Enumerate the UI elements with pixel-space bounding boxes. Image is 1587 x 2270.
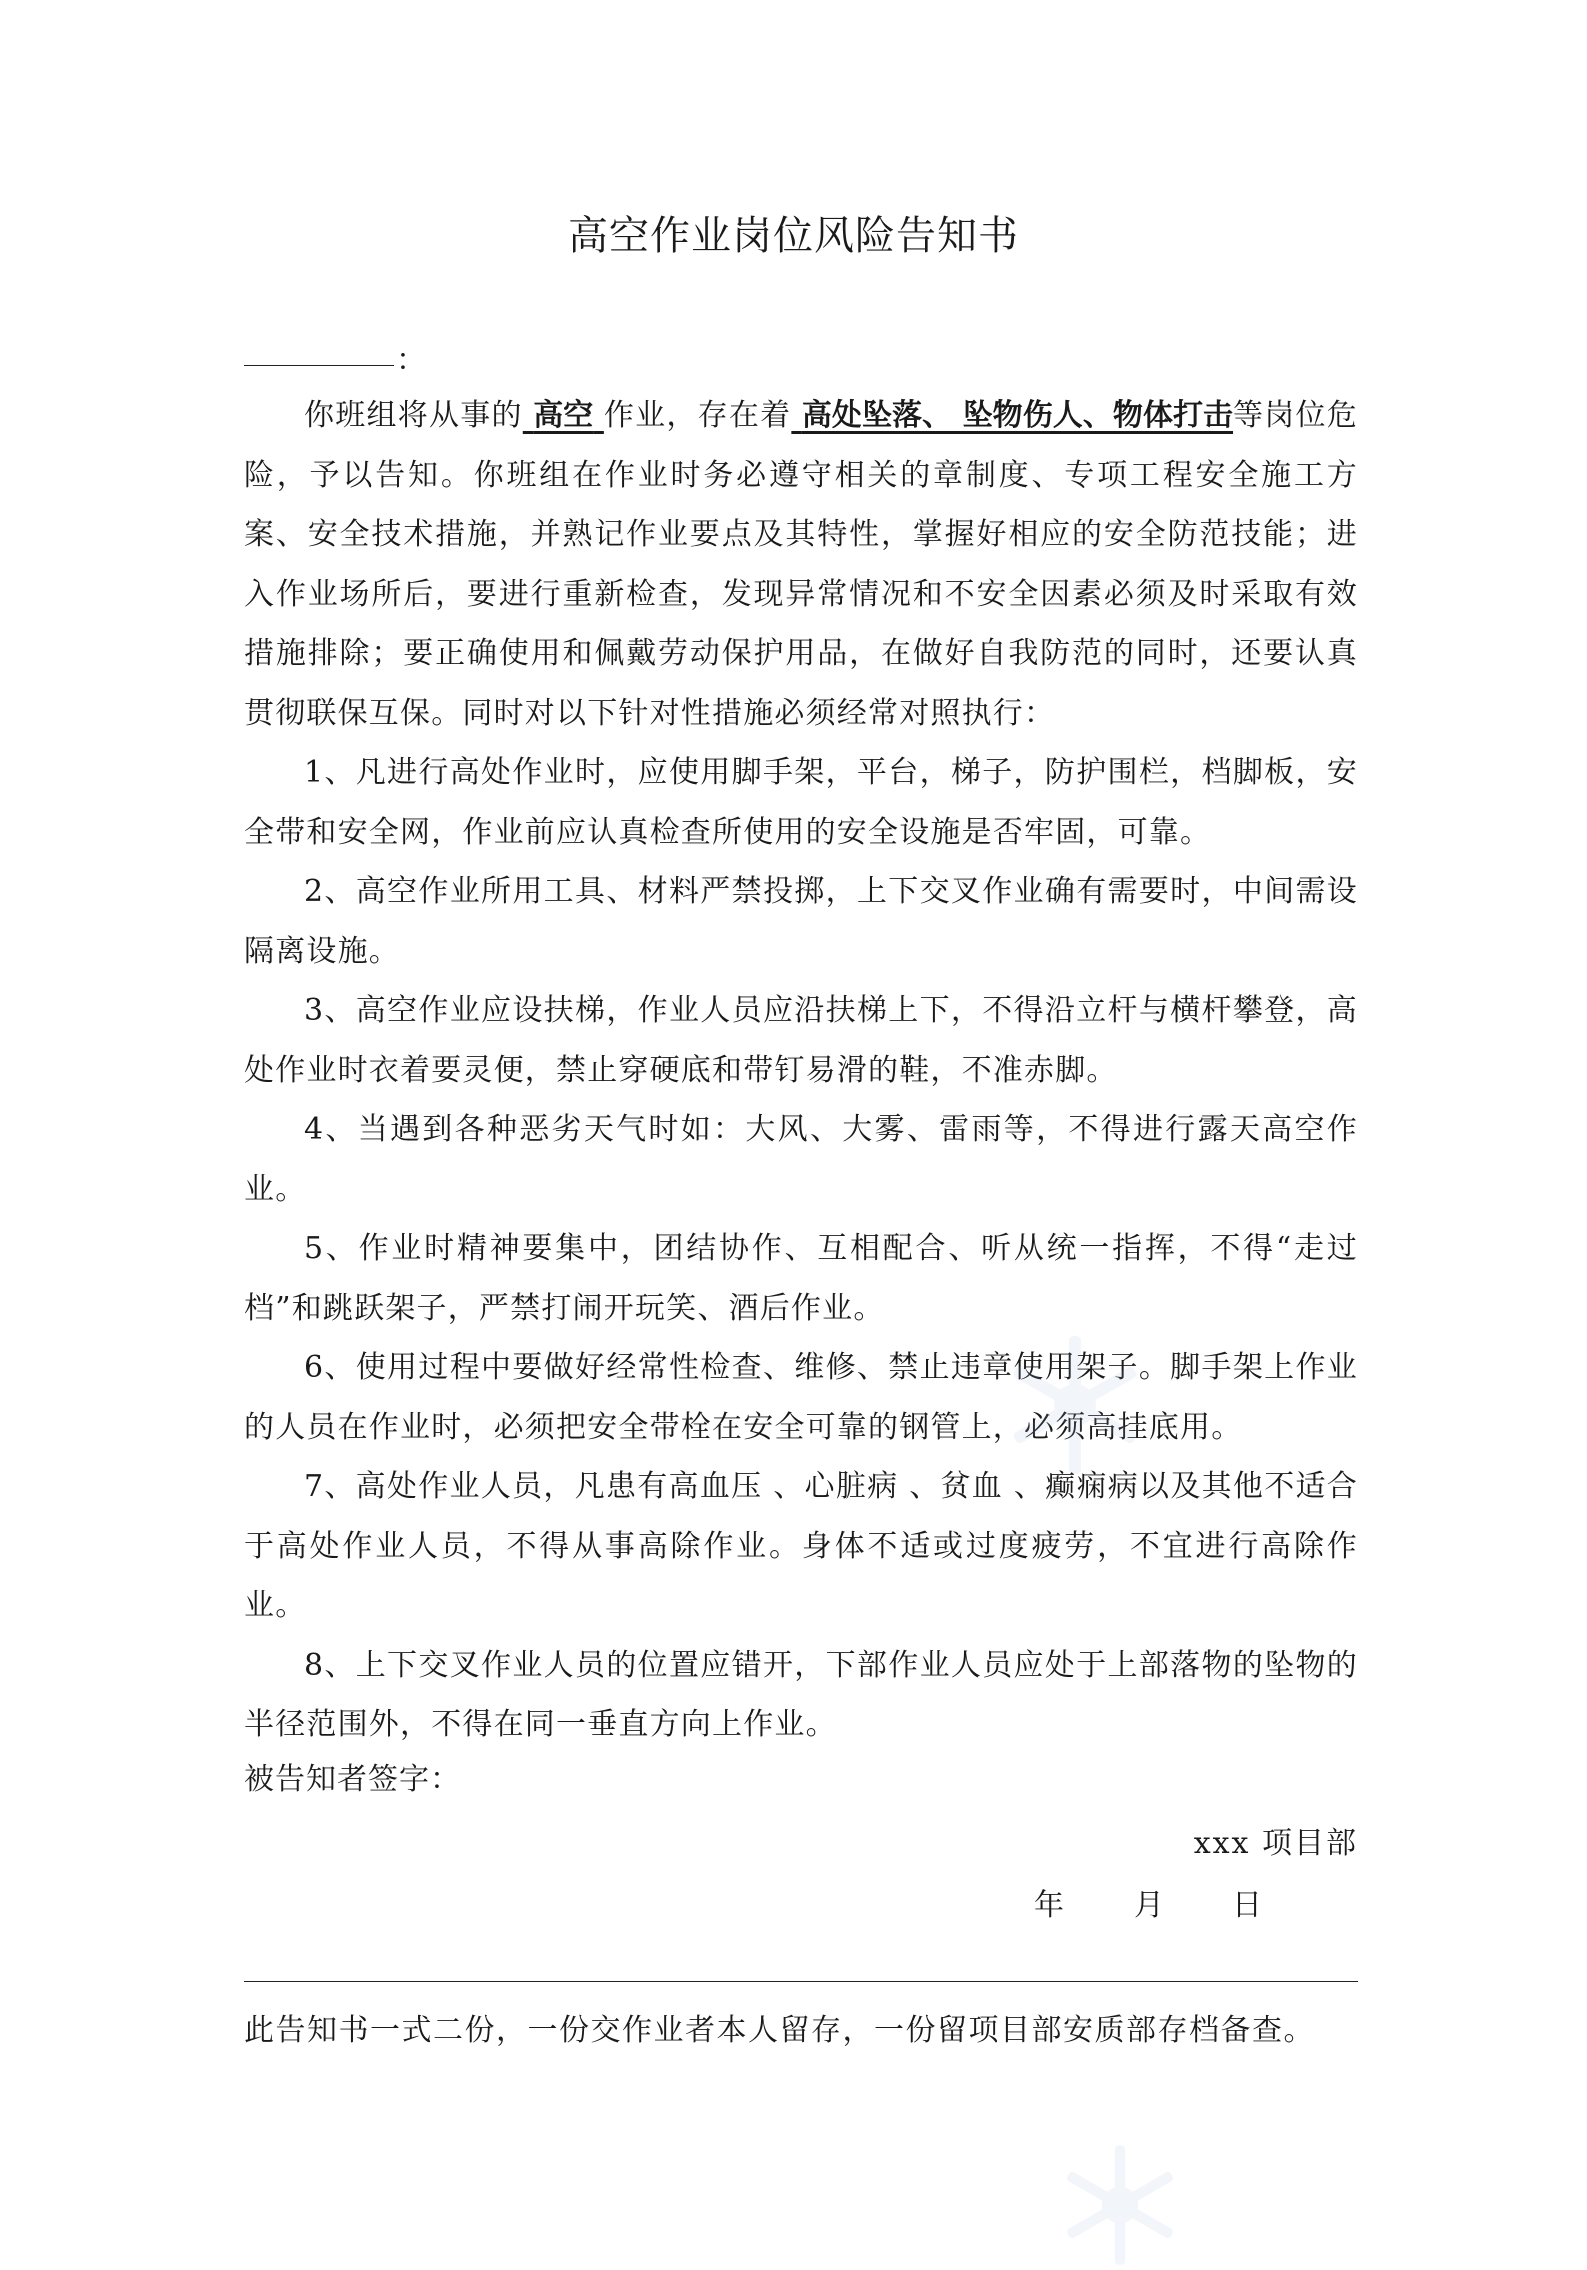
measure-item-8: 8、上下交叉作业人员的位置应错开，下部作业人员应处于上部落物的坠物的半径范围外，不得在同一垂直方向上作业。 (244, 1647, 1358, 1742)
addressee-colon: ： (396, 343, 426, 378)
date-year: 年 (1034, 1888, 1064, 1923)
addressee-blank (244, 365, 394, 366)
hazard-list: 高处坠落、 坠物伤人、物体打击 (801, 398, 1234, 433)
snowflake-icon (1000, 1330, 1150, 1480)
snowflake-icon (1055, 2140, 1185, 2270)
date-month: 月 (1134, 1888, 1164, 1923)
intro-text-2: 作业，存在着 (603, 398, 792, 433)
document-body (244, 335, 1358, 1805)
job-type: 高空 (533, 398, 594, 433)
measure-item-2: 2、高空作业所用工具、材料严禁投掷，上下交叉作业确有需要时，中间需设隔离设施。 (244, 874, 1358, 969)
intro-text-1: 你班组将从事的 (304, 398, 523, 433)
addressee-line (244, 335, 1358, 378)
footer-divider (244, 1981, 1358, 1982)
date-day: 日 (1232, 1888, 1262, 1923)
page-title: 高空作业岗位风险告知书 (568, 213, 1019, 259)
measure-item-6: 6、使用过程中要做好经常性检查、维修、禁止违章使用架子。脚手架上作业的人员在作业时，必须把安全带栓在安全可靠的钢管上，必须高挂底用。 (244, 1350, 1358, 1445)
department-name: xxx 项目部 (1193, 1826, 1358, 1861)
measure-item-3: 3、高空作业应设扶梯，作业人员应沿扶梯上下，不得沿立杆与横杆攀登，高处作业时衣着要灵便，禁止穿硬底和带钉易滑的鞋，不准赤脚。 (244, 993, 1358, 1088)
footnote: 此告知书一式二份，一份交作业者本人留存，一份留项目部安质部存档备查。 (244, 2013, 1315, 2048)
measure-item-7: 7、高处作业人员，凡患有高血压 、心脏病 、贫血 、癫痫病以及其他不适合于高处作业人员，不得从事高除作业。身体不适或过度疲劳，不宜进行高除作业。 (244, 1469, 1358, 1623)
measure-item-5: 5、作业时精神要集中，团结协作、互相配合、听从统一指挥，不得“走过档”和跳跃架子，严禁打闹开玩笑、酒后作业。 (244, 1231, 1358, 1326)
intro-paragraph (244, 386, 1358, 743)
intro-text-3: 等岗位危险，予以告知。你班组在作业时务必遵守相关的章制度、专项工程安全施工方案、安全技术措施，并熟记作业要点及其特性，掌握好相应的安全防范技能；进入作业场所后，要进行重新检查，发现异常情况和不安全因素必须及时采取有效措施排除；要正确使用和佩戴劳动保护用品，在做好自我防范的同时，还要认真贯彻联保互保。同时对以下针对性措施必须经常对照执行： (244, 398, 1358, 731)
measure-item-4: 4、当遇到各种恶劣天气时如：大风、大雾、雷雨等，不得进行露天高空作业。 (244, 1112, 1358, 1207)
signature-label: 被告知者签字： (244, 1761, 461, 1797)
measure-item-1: 1、凡进行高处作业时，应使用脚手架，平台，梯子，防护围栏，档脚板，安全带和安全网，作业前应认真检查所使用的安全设施是否牢固，可靠。 (244, 755, 1358, 850)
